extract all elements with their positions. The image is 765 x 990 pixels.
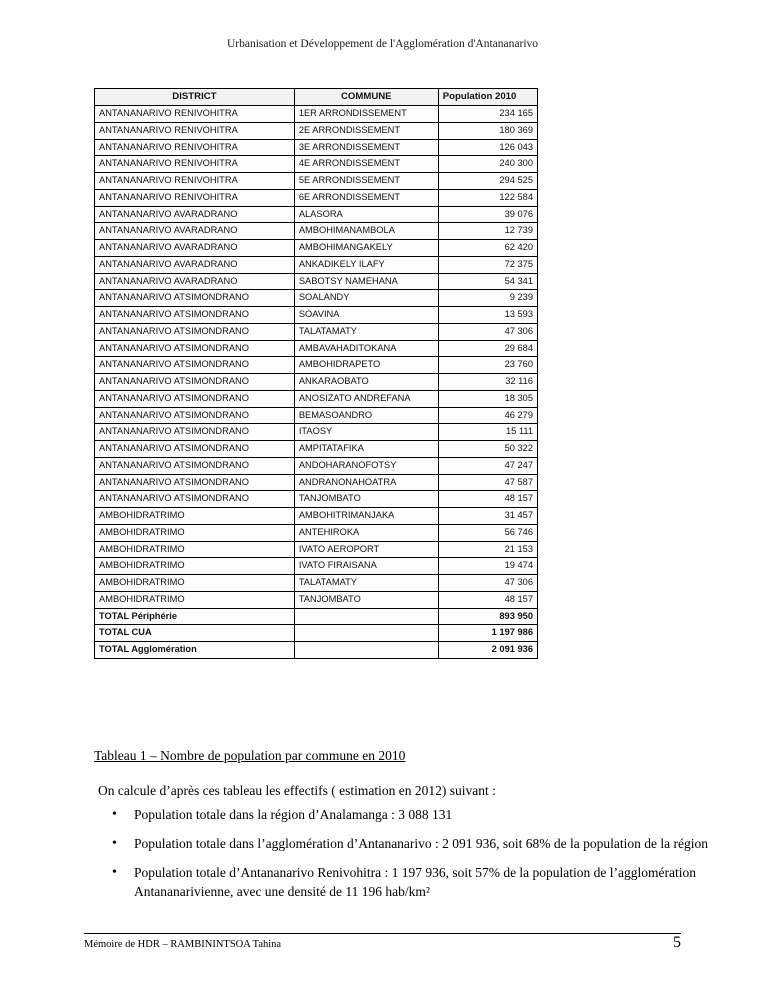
cell-total-population: 2 091 936 [438, 642, 537, 659]
column-header-population: Population 2010 [438, 89, 537, 106]
cell-population: 19 474 [438, 558, 537, 575]
cell-population: 12 739 [438, 223, 537, 240]
table-row [95, 173, 538, 190]
table-row [95, 156, 538, 173]
cell-commune: ALASORA [294, 206, 438, 223]
cell-district: AMBOHIDRATRIMO [95, 508, 295, 525]
cell-district: ANTANANARIVO RENIVOHITRA [95, 173, 295, 190]
cell-total-label: TOTAL Périphérie [95, 608, 295, 625]
table-row [95, 122, 538, 139]
table-row [95, 441, 538, 458]
running-header: Urbanisation et Développement de l'Agglomération d'Antananarivo [226, 38, 539, 50]
cell-district: ANTANANARIVO AVARADRANO [95, 206, 295, 223]
cell-commune: AMBAVAHADITOKANA [294, 340, 438, 357]
table-total-row [95, 625, 538, 642]
cell-commune: 2E ARRONDISSEMENT [294, 122, 438, 139]
footer-divider [84, 933, 681, 934]
table-row [95, 290, 538, 307]
list-item: • Population totale d’Antananarivo Renivohitra : 1 197 936, soit 57% de la population de l’agglomération Antananarivienne, avec une densité de 11 196 hab/km² [132, 864, 712, 900]
cell-population: 29 684 [438, 340, 537, 357]
intro-paragraph: On calcule d’après ces tableau les effectifs ( estimation en 2012) suivant : [98, 783, 496, 798]
table-row [95, 541, 538, 558]
cell-population: 31 457 [438, 508, 537, 525]
cell-population: 54 341 [438, 273, 537, 290]
cell-commune: ANOSIZATO ANDREFANA [294, 390, 438, 407]
table-head [95, 89, 538, 106]
table-row [95, 374, 538, 391]
bullet-list [96, 806, 712, 912]
cell-total-commune [294, 642, 438, 659]
cell-population: 50 322 [438, 441, 537, 458]
cell-district: AMBOHIDRATRIMO [95, 591, 295, 608]
cell-district: ANTANANARIVO RENIVOHITRA [95, 122, 295, 139]
table-row [95, 575, 538, 592]
cell-commune: SOALANDY [294, 290, 438, 307]
cell-population: 234 165 [438, 106, 537, 123]
cell-population: 48 157 [438, 491, 537, 508]
cell-total-label: TOTAL Agglomération [95, 642, 295, 659]
table-row [95, 223, 538, 240]
cell-commune: SOAVINA [294, 307, 438, 324]
cell-commune: ITAOSY [294, 424, 438, 441]
cell-population: 126 043 [438, 139, 537, 156]
cell-population: 9 239 [438, 290, 537, 307]
cell-commune: IVATO AEROPORT [294, 541, 438, 558]
table-row [95, 307, 538, 324]
table-caption: Tableau 1 – Nombre de population par commune en 2010 [94, 748, 406, 763]
cell-population: 21 153 [438, 541, 537, 558]
cell-population: 47 306 [438, 575, 537, 592]
table-row [95, 558, 538, 575]
cell-district: ANTANANARIVO AVARADRANO [95, 240, 295, 257]
cell-district: ANTANANARIVO ATSIMONDRANO [95, 491, 295, 508]
cell-commune: ANKADIKELY ILAFY [294, 256, 438, 273]
table-total-row [95, 642, 538, 659]
cell-commune: AMBOHIMANGAKELY [294, 240, 438, 257]
cell-district: AMBOHIDRATRIMO [95, 575, 295, 592]
table-row [95, 407, 538, 424]
cell-population: 32 116 [438, 374, 537, 391]
cell-commune: TANJOMBATO [294, 491, 438, 508]
cell-district: ANTANANARIVO AVARADRANO [95, 223, 295, 240]
cell-district: ANTANANARIVO ATSIMONDRANO [95, 390, 295, 407]
cell-population: 13 593 [438, 307, 537, 324]
cell-total-population: 1 197 986 [438, 625, 537, 642]
list-item: • Population totale dans la région d’Analamanga : 3 088 131 [132, 806, 712, 824]
cell-commune: TALATAMATY [294, 323, 438, 340]
table-row [95, 340, 538, 357]
cell-population: 23 760 [438, 357, 537, 374]
cell-population: 294 525 [438, 173, 537, 190]
cell-commune: 5E ARRONDISSEMENT [294, 173, 438, 190]
cell-population: 62 420 [438, 240, 537, 257]
cell-population: 72 375 [438, 256, 537, 273]
cell-district: ANTANANARIVO ATSIMONDRANO [95, 441, 295, 458]
table-row [95, 139, 538, 156]
cell-district: AMBOHIDRATRIMO [95, 524, 295, 541]
column-header-commune: COMMUNE [294, 89, 438, 106]
cell-commune: 4E ARRONDISSEMENT [294, 156, 438, 173]
cell-district: ANTANANARIVO RENIVOHITRA [95, 189, 295, 206]
cell-district: ANTANANARIVO ATSIMONDRANO [95, 357, 295, 374]
cell-population: 47 306 [438, 323, 537, 340]
cell-commune: 3E ARRONDISSEMENT [294, 139, 438, 156]
table-row [95, 474, 538, 491]
table-row [95, 189, 538, 206]
footer-text: Mémoire de HDR – RAMBININTSOA Tahina [84, 939, 282, 950]
cell-district: ANTANANARIVO AVARADRANO [95, 256, 295, 273]
cell-district: ANTANANARIVO ATSIMONDRANO [95, 474, 295, 491]
table-row [95, 390, 538, 407]
cell-commune: 1ER ARRONDISSEMENT [294, 106, 438, 123]
cell-population: 47 247 [438, 457, 537, 474]
cell-population: 56 746 [438, 524, 537, 541]
cell-district: ANTANANARIVO ATSIMONDRANO [95, 407, 295, 424]
cell-district: AMBOHIDRATRIMO [95, 541, 295, 558]
table-row [95, 206, 538, 223]
cell-commune: IVATO FIRAISANA [294, 558, 438, 575]
table-row [95, 508, 538, 525]
table-header-row [95, 89, 538, 106]
table-body [95, 106, 538, 659]
cell-population: 46 279 [438, 407, 537, 424]
cell-total-commune [294, 608, 438, 625]
cell-district: ANTANANARIVO ATSIMONDRANO [95, 424, 295, 441]
cell-commune: 6E ARRONDISSEMENT [294, 189, 438, 206]
cell-district: ANTANANARIVO ATSIMONDRANO [95, 307, 295, 324]
cell-total-label: TOTAL CUA [95, 625, 295, 642]
cell-total-population: 893 950 [438, 608, 537, 625]
cell-district: AMBOHIDRATRIMO [95, 558, 295, 575]
cell-population: 180 369 [438, 122, 537, 139]
cell-population: 122 584 [438, 189, 537, 206]
cell-population: 47 587 [438, 474, 537, 491]
table-total-row [95, 608, 538, 625]
table-row [95, 524, 538, 541]
cell-district: ANTANANARIVO RENIVOHITRA [95, 106, 295, 123]
cell-population: 18 305 [438, 390, 537, 407]
table-row [95, 256, 538, 273]
cell-commune: AMBOHIDRAPETO [294, 357, 438, 374]
column-header-district: DISTRICT [95, 89, 295, 106]
cell-population: 39 076 [438, 206, 537, 223]
table-row [95, 424, 538, 441]
cell-commune: AMBOHIMANAMBOLA [294, 223, 438, 240]
cell-commune: TANJOMBATO [294, 591, 438, 608]
list-item: • Population totale dans l’agglomération d’Antananarivo : 2 091 936, soit 68% de la population de la région [132, 835, 712, 853]
cell-district: ANTANANARIVO RENIVOHITRA [95, 139, 295, 156]
cell-district: ANTANANARIVO ATSIMONDRANO [95, 340, 295, 357]
table-row [95, 106, 538, 123]
cell-commune: BEMASOANDRO [294, 407, 438, 424]
cell-commune: ANTEHIROKA [294, 524, 438, 541]
population-table-container [94, 88, 538, 659]
cell-district: ANTANANARIVO ATSIMONDRANO [95, 457, 295, 474]
table-row [95, 273, 538, 290]
table-row [95, 240, 538, 257]
cell-commune: AMBOHITRIMANJAKA [294, 508, 438, 525]
cell-district: ANTANANARIVO ATSIMONDRANO [95, 323, 295, 340]
cell-commune: ANDOHARANOFOTSY [294, 457, 438, 474]
cell-commune: SABOTSY NAMEHANA [294, 273, 438, 290]
table-row [95, 457, 538, 474]
table-row [95, 491, 538, 508]
page-number: 5 [673, 934, 681, 951]
table-row [95, 323, 538, 340]
table-row [95, 357, 538, 374]
cell-commune: AMPITATAFIKA [294, 441, 438, 458]
cell-district: ANTANANARIVO ATSIMONDRANO [95, 290, 295, 307]
cell-population: 240 300 [438, 156, 537, 173]
cell-district: ANTANANARIVO AVARADRANO [95, 273, 295, 290]
cell-total-commune [294, 625, 438, 642]
cell-population: 48 157 [438, 591, 537, 608]
cell-district: ANTANANARIVO ATSIMONDRANO [95, 374, 295, 391]
cell-district: ANTANANARIVO RENIVOHITRA [95, 156, 295, 173]
population-table [94, 88, 538, 659]
table-row [95, 591, 538, 608]
cell-commune: TALATAMATY [294, 575, 438, 592]
cell-population: 15 111 [438, 424, 537, 441]
cell-commune: ANDRANONAHOATRA [294, 474, 438, 491]
cell-commune: ANKARAOBATO [294, 374, 438, 391]
